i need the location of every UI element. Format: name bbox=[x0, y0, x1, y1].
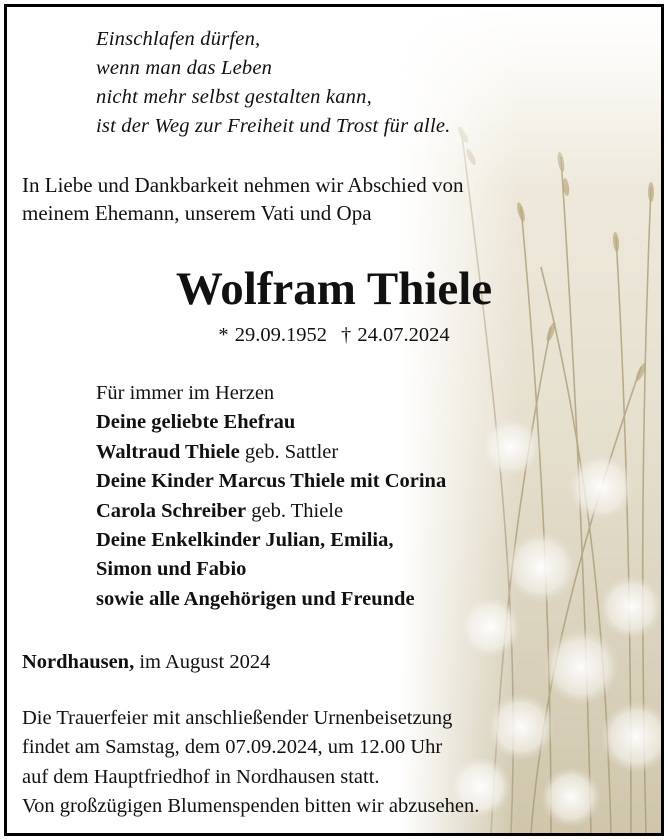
mourners-heading: Für immer im Herzen bbox=[96, 382, 275, 404]
poem-line: nicht mehr selbst gestalten kann, bbox=[96, 86, 372, 108]
place: Nordhausen, bbox=[22, 651, 135, 673]
death-date: † 24.07.2024 bbox=[341, 324, 450, 346]
grandchildren-line: Deine Enkelkinder Julian, Emilia, bbox=[96, 529, 394, 552]
place-and-date bbox=[22, 648, 270, 677]
relatives-line: sowie alle Angehörigen und Freunde bbox=[96, 587, 415, 610]
grandchildren-line: Simon und Fabio bbox=[96, 558, 247, 581]
obituary-frame bbox=[4, 4, 664, 836]
deceased-name: Wolfram Thiele bbox=[175, 263, 493, 315]
spouse-name: Waltraud Thiele bbox=[96, 440, 240, 463]
date: im August 2024 bbox=[134, 651, 271, 673]
spouse-birthname: geb. Sattler bbox=[239, 440, 339, 463]
children-line: Deine Kinder Marcus Thiele mit Corina bbox=[96, 470, 447, 493]
intro-line: In Liebe und Dankbarkeit nehmen wir Abschied von bbox=[22, 173, 464, 197]
funeral-line: Von großzügigen Blumenspenden bitten wir abzusehen. bbox=[22, 794, 480, 817]
poem-line: wenn man das Leben bbox=[96, 57, 273, 79]
birth-date: * 29.09.1952 bbox=[218, 324, 327, 346]
intro-line: meinem Ehemann, unserem Vati und Opa bbox=[22, 201, 372, 225]
funeral-line: auf dem Hauptfriedhof in Nordhausen statt. bbox=[22, 765, 380, 788]
child-name: Carola Schreiber bbox=[96, 499, 247, 522]
funeral-line: Die Trauerfeier mit anschließender Urnenbeisetzung bbox=[22, 707, 453, 729]
obituary-text bbox=[7, 7, 661, 833]
funeral-details bbox=[22, 704, 479, 821]
life-dates bbox=[7, 321, 661, 349]
poem-line: Einschlafen dürfen, bbox=[96, 28, 261, 50]
funeral-line: findet am Samstag, dem 07.09.2024, um 12.00 Uhr bbox=[22, 736, 443, 759]
memorial-poem bbox=[96, 25, 450, 141]
child-birthname: geb. Thiele bbox=[246, 499, 344, 522]
farewell-intro bbox=[22, 171, 463, 227]
mourners-list bbox=[96, 379, 446, 614]
spouse-label: Deine geliebte Ehefrau bbox=[96, 411, 296, 434]
poem-line: ist der Weg zur Freiheit und Trost für alle. bbox=[96, 115, 451, 137]
